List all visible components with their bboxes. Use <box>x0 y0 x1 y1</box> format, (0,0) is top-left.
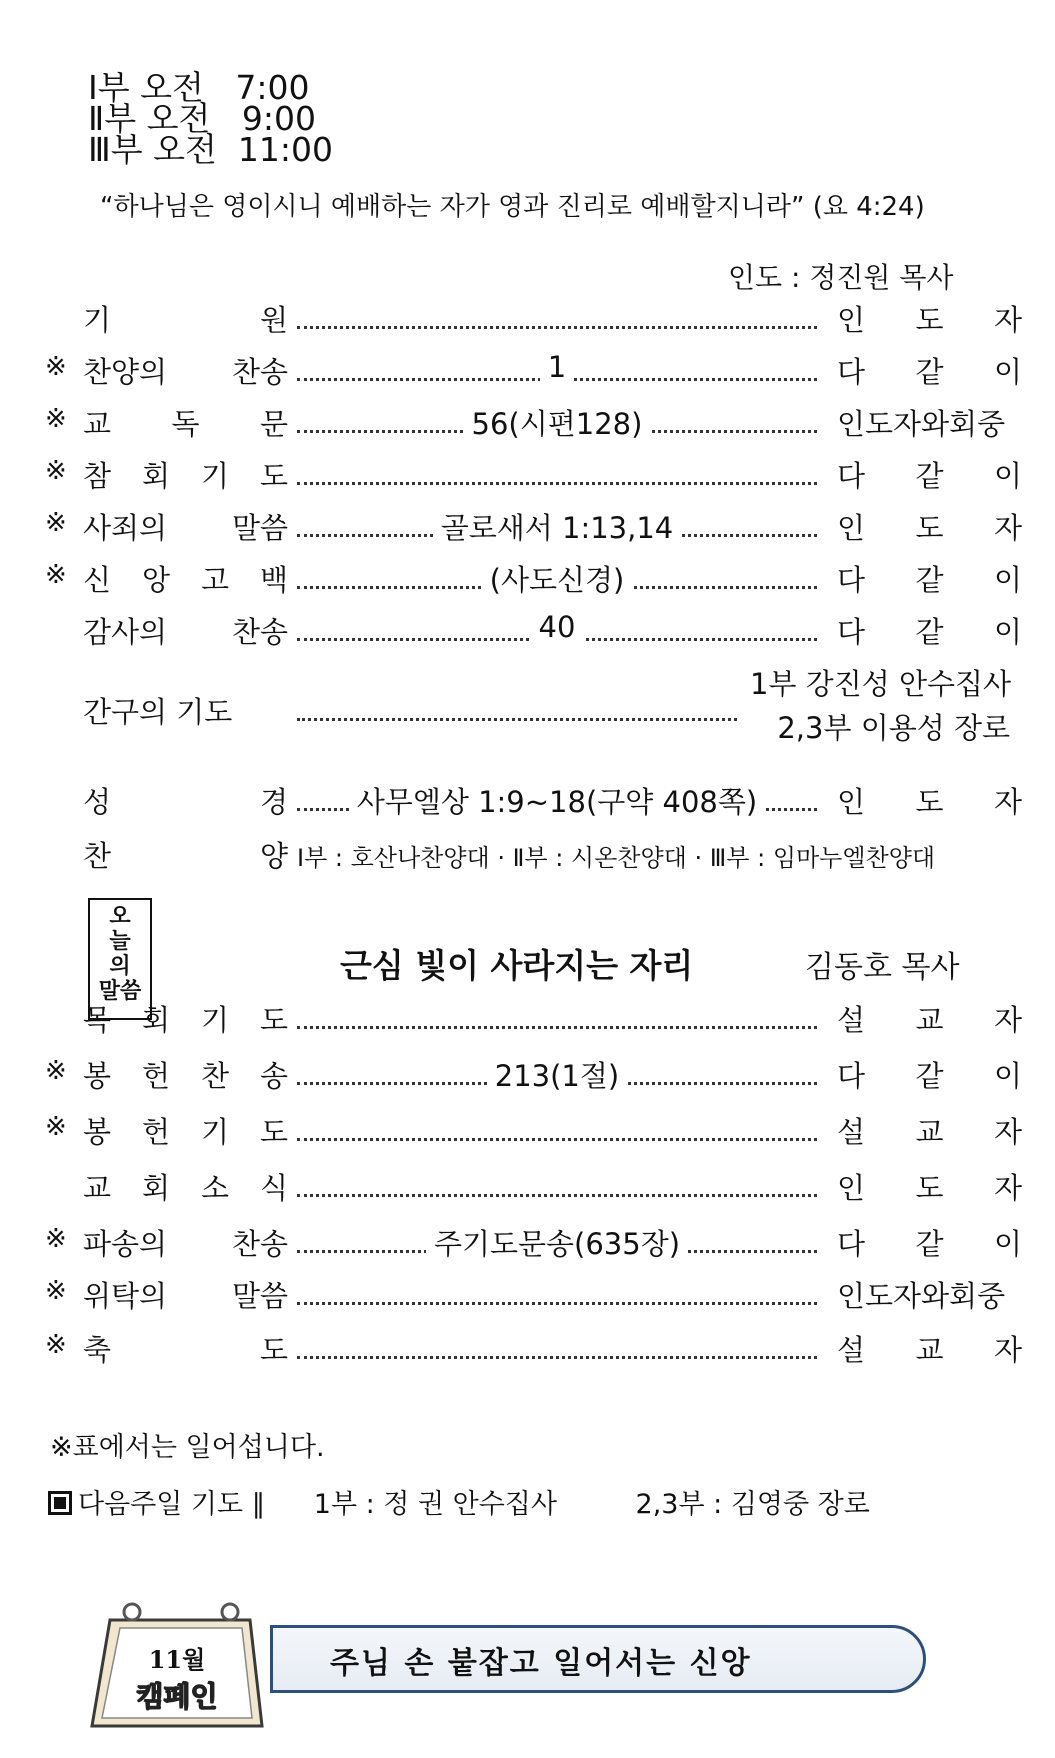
worship-leader: 인도 : 정진원 목사 <box>728 261 954 294</box>
order-item-name: 파송의 찬송 <box>83 1227 288 1261</box>
order-item-middle: (사도신경) <box>297 558 817 599</box>
order-item <box>45 1108 1022 1149</box>
standing-mark: ※ <box>45 1112 67 1142</box>
order-item-name: 위탁의 말씀 <box>83 1279 288 1313</box>
order-item-who: 설 교 자 <box>837 1333 1022 1367</box>
order-item-middle: 1 <box>297 350 817 384</box>
order-item <box>45 996 1022 1037</box>
dot-leader <box>297 302 817 329</box>
order-item <box>45 608 1022 649</box>
order-item-who: 인도자와회중 <box>837 407 1006 441</box>
choir-text: Ⅰ부 : 호산나찬양대 · Ⅱ부 : 시온찬양대 · Ⅲ부 : 임마누엘찬양대 <box>297 844 936 872</box>
standing-mark: ※ <box>45 1224 67 1254</box>
order-item-name: 목 회 기 도 <box>83 1003 288 1037</box>
dot-leader <box>297 1002 817 1029</box>
order-item <box>45 348 1022 389</box>
order-item <box>45 1326 1022 1367</box>
standing-mark: ※ <box>45 1056 67 1086</box>
order-item-middle: 사무엘상 1:9~18(구약 408쪽) <box>297 780 817 821</box>
order-item-name: 신 앙 고 백 <box>83 563 288 597</box>
order-item-middle: 56(시편128) <box>297 402 817 443</box>
order-item-name: 교 회 소 식 <box>83 1171 288 1205</box>
order-item-name: 축 도 <box>83 1333 288 1367</box>
order-item-who: 다 같 이 <box>837 563 1022 597</box>
svg-text:캠페인: 캠페인 <box>136 1680 218 1713</box>
order-item-middle: 주기도문송(635장) <box>297 1222 817 1263</box>
campaign-slogan: 주님 손 붙잡고 일어서는 신앙 <box>330 1646 752 1681</box>
order-item-who: 인 도 자 <box>837 303 1022 337</box>
next-week-prayer: 다음주일 기도 ∥ 1부 : 정 권 안수집사 2,3부 : 김영중 장로 <box>48 1482 870 1521</box>
order-item-choir <box>45 832 975 872</box>
order-item-name: 감사의 찬송 <box>83 615 288 649</box>
order-item-scripture <box>45 778 1022 819</box>
svg-text:11월: 11월 <box>148 1645 206 1674</box>
order-item <box>45 1164 1022 1205</box>
dot-leader <box>297 694 737 721</box>
order-item-name: 찬 양 <box>83 839 288 873</box>
service-time-row: Ⅱ부 오전 9:00 <box>88 99 316 138</box>
standing-mark: ※ <box>45 560 67 590</box>
dot-leader <box>297 1114 817 1141</box>
standing-mark: ※ <box>45 456 67 486</box>
order-item-middle: 골로새서 1:13,14 <box>297 506 817 547</box>
order-item <box>45 556 1022 597</box>
order-item-name: 교 독 문 <box>83 407 288 441</box>
order-item-who: 다 같 이 <box>837 1059 1022 1093</box>
order-item-name: 성 경 <box>83 785 288 819</box>
dot-leader <box>297 458 817 485</box>
order-item-name: 봉 헌 찬 송 <box>83 1059 288 1093</box>
order-item <box>45 504 1022 545</box>
order-item <box>45 452 1022 493</box>
order-item-prayer <box>45 667 1011 745</box>
standing-mark: ※ <box>45 508 67 538</box>
dot-leader <box>297 1278 817 1305</box>
order-item <box>45 400 1006 441</box>
order-item-name: 간구의 기도 <box>83 695 233 729</box>
order-item-who: 인 도 자 <box>837 511 1022 545</box>
prayer-line-2: 2,3부 이용성 장로 <box>777 711 1010 745</box>
preacher: 김동호 목사 <box>805 950 960 985</box>
order-item-who: 다 같 이 <box>837 615 1022 649</box>
standing-mark: ※ <box>45 404 67 434</box>
bible-verse: “하나님은 영이시니 예배하는 자가 영과 진리로 예배할지니라” (요 4:24) <box>100 192 925 222</box>
order-item-name: 기 원 <box>83 303 288 337</box>
order-item <box>45 1052 1022 1093</box>
order-item <box>45 1220 1022 1261</box>
order-item-middle: 40 <box>297 610 817 644</box>
standing-mark: ※ <box>45 1330 67 1360</box>
dot-leader <box>297 1170 817 1197</box>
order-item-middle: 213(1절) <box>297 1054 817 1095</box>
order-item-name: 사죄의 말씀 <box>83 511 288 545</box>
standing-mark: ※ <box>45 1276 67 1306</box>
standing-mark: ※ <box>45 352 67 382</box>
service-times <box>88 68 333 169</box>
service-time-row: Ⅰ부 오전 7:00 <box>88 68 310 107</box>
order-item-name: 봉 헌 기 도 <box>83 1115 288 1149</box>
square-bullet-icon <box>48 1491 72 1515</box>
order-item-who: 설 교 자 <box>837 1115 1022 1149</box>
order-item <box>45 1272 1006 1313</box>
standing-note: ※표에서는 일어섭니다. <box>50 1432 325 1463</box>
order-item-who: 다 같 이 <box>837 355 1022 389</box>
order-item-who: 설 교 자 <box>837 1003 1022 1037</box>
order-item-who: 인 도 자 <box>837 1171 1022 1205</box>
calendar-icon <box>80 1598 275 1728</box>
order-item-who: 인도자와회중 <box>837 1279 1006 1313</box>
order-item-name: 참 회 기 도 <box>83 459 288 493</box>
service-time-row: Ⅲ부 오전 11:00 <box>88 130 333 169</box>
sermon-box: 오 늘 의 말씀 <box>88 898 152 1020</box>
dot-leader <box>297 1332 817 1359</box>
order-item-who: 다 같 이 <box>837 1227 1022 1261</box>
order-item-who: 인 도 자 <box>837 785 1022 819</box>
order-item <box>45 296 1022 337</box>
prayer-line-1: 1부 강진성 안수집사 <box>750 667 1011 701</box>
sermon-title: 근심 빛이 사라지는 자리 <box>340 946 694 985</box>
order-item-name: 찬양의 찬송 <box>83 355 288 389</box>
order-item-who: 다 같 이 <box>837 459 1022 493</box>
